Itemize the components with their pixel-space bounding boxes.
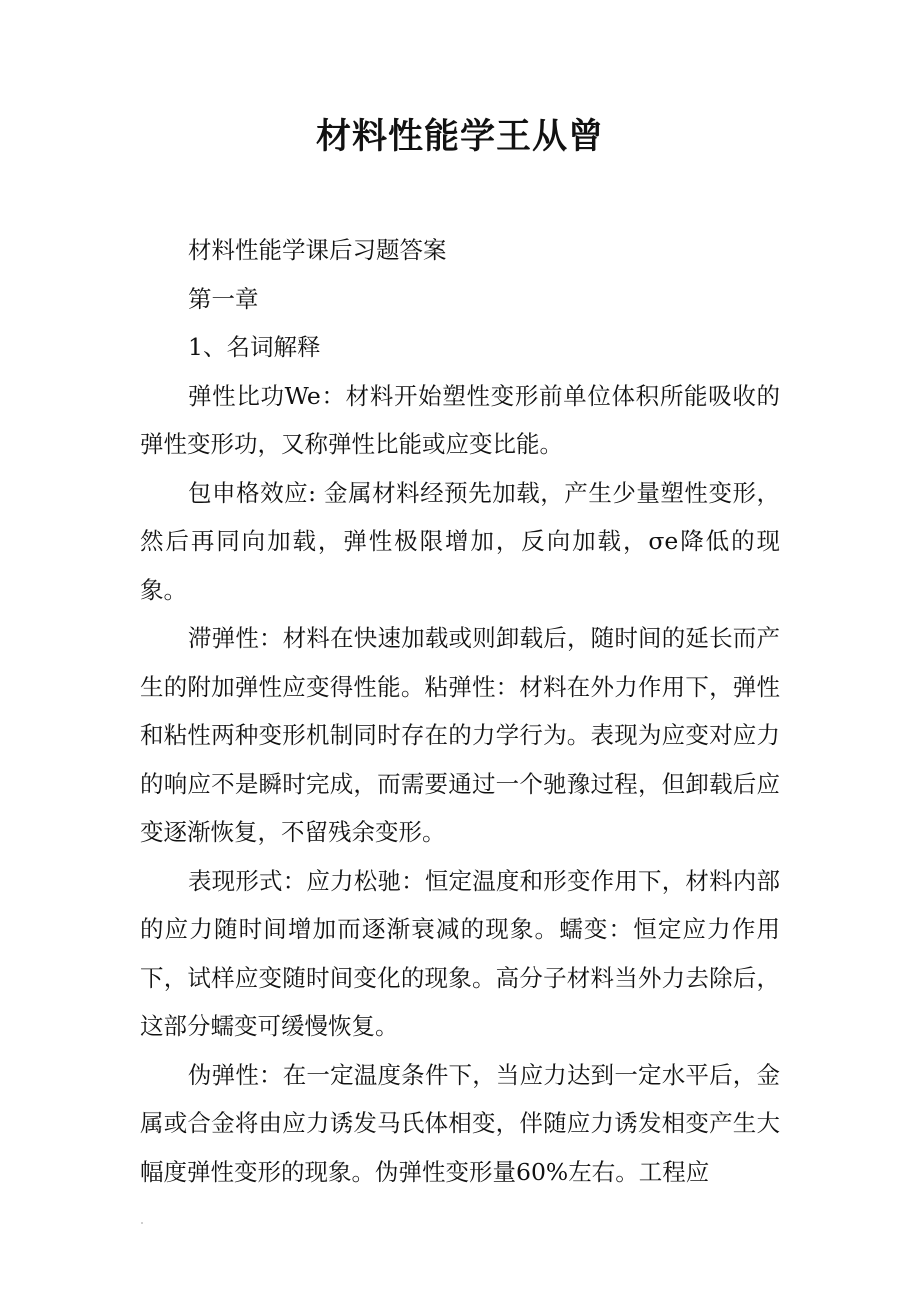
paragraph-chapter: 第一章 (188, 284, 259, 313)
document-title: 材料性能学王从曾 (315, 117, 604, 157)
paragraph-forms: 表现形式：应力松驰：恒定温度和形变作用下，材料内部的应力随时间增加而逐渐衰减的现象。蠕变：恒定应力作用下，试样应变随时间变化的现象。高分子材料当外力去除后，这部分蠕变可缓慢恢复。 (140, 866, 780, 1040)
paragraph-subtitle: 材料性能学课后习题答案 (188, 236, 447, 264)
paragraph-anelasticity: 滞弹性：材料在快速加载或则卸载后，随时间的延长而产生的附加弹性应变得性能。粘弹性：材料在外力作用下，弹性和粘性两种变形机制同时存在的力学行为。表现为应变对应力的响应不是瞬时完成，而需要通过一个驰豫过程，但卸载后应变逐渐恢复，不留残余变形。 (140, 624, 780, 846)
scan-speck (141, 1222, 143, 1224)
document-body (140, 226, 780, 1196)
paragraph-pseudoelasticity: 伪弹性：在一定温度条件下，当应力达到一定水平后，金属或合金将由应力诱发马氏体相变，伴随应力诱发相变产生大幅度弹性变形的现象。伪弹性变形量60%左右。工程应 (140, 1060, 780, 1186)
paragraph-section: 1、名词解释 (188, 333, 321, 361)
paragraph-elastic-work: 弹性比功We：材料开始塑性变形前单位体积所能吸收的弹性变形功，又称弹性比能或应变比能。 (140, 381, 780, 458)
paragraph-bauschinger: 包申格效应: 金属材料经预先加载，产生少量塑性变形，然后再同向加载，弹性极限增加，反向加载，σe降低的现象。 (140, 478, 780, 604)
